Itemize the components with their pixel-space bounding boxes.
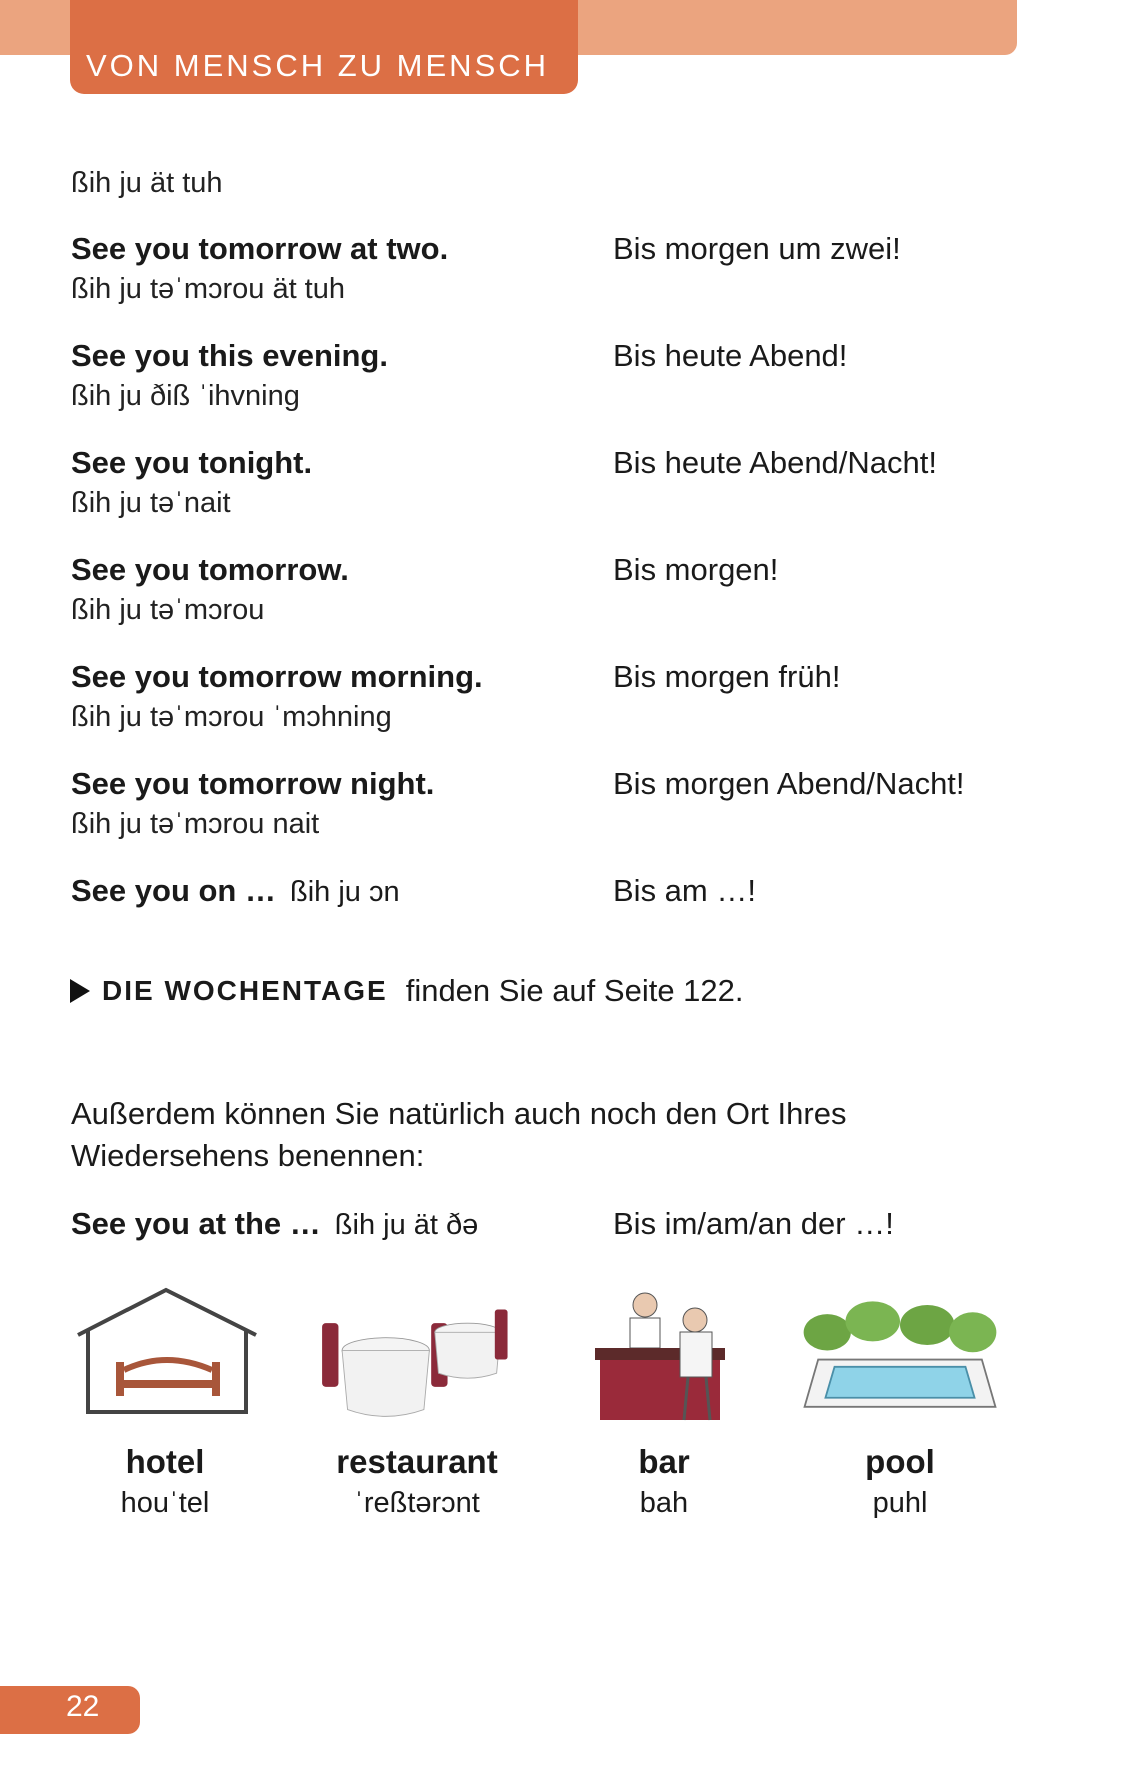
play-arrow-icon — [70, 979, 90, 1003]
place-label: bar — [638, 1443, 690, 1480]
see-you-at-phonetic: ßih ju ät ðə — [334, 1209, 479, 1241]
page-number: 22 — [66, 1690, 100, 1723]
place-label: hotel — [125, 1443, 205, 1480]
place-phonetic: bah — [639, 1487, 689, 1519]
bar-illustration — [580, 1280, 780, 1430]
phrase-phonetic: ßih ju təˈmɔrou ˈmɔhning — [71, 701, 392, 733]
phrase-de: Bis morgen! — [613, 552, 779, 587]
see-you-at-de: Bis im/am/an der …! — [613, 1206, 894, 1241]
see-you-on-en — [71, 873, 400, 909]
phrase-en: See you tomorrow night. — [71, 766, 435, 801]
phrase-en: See you this evening. — [71, 338, 388, 373]
intro-phonetic: ßih ju ät tuh — [71, 167, 223, 199]
phrase-phonetic: ßih ju təˈnait — [71, 487, 231, 519]
phrase-en: See you tonight. — [71, 445, 313, 480]
see-you-on-de: Bis am …! — [613, 873, 756, 908]
see-you-at-en — [71, 1206, 478, 1242]
place-phonetic: houˈtel — [120, 1487, 210, 1519]
see-you-on-label: See you on … — [71, 873, 276, 908]
hotel-illustration — [66, 1280, 266, 1430]
phrase-en: See you tomorrow at two. — [71, 231, 449, 266]
phrase-en: See you tomorrow. — [71, 552, 349, 587]
phrase-de: Bis heute Abend! — [613, 338, 848, 373]
section-title: VON MENSCH ZU MENSCH — [86, 48, 550, 83]
phrase-phonetic: ßih ju ðiß ˈihvning — [71, 380, 300, 412]
phrase-phonetic: ßih ju təˈmɔrou — [71, 594, 265, 626]
pool-illustration — [800, 1280, 1000, 1430]
place-label: pool — [865, 1443, 935, 1480]
phrase-de: Bis morgen Abend/Nacht! — [613, 766, 965, 801]
phrase-en: See you tomorrow morning. — [71, 659, 483, 694]
phrase-phonetic: ßih ju təˈmɔrou nait — [71, 808, 320, 840]
phrase-de: Bis morgen um zwei! — [613, 231, 901, 266]
phrase-de: Bis morgen früh! — [613, 659, 841, 694]
phrase-phonetic: ßih ju təˈmɔrou ät tuh — [71, 273, 345, 305]
reference-text: finden Sie auf Seite 122. — [405, 973, 744, 1008]
see-you-at-label: See you at the … — [71, 1206, 321, 1241]
place-label: restaurant — [336, 1443, 498, 1480]
phrase-de: Bis heute Abend/Nacht! — [613, 445, 938, 480]
cross-reference — [70, 973, 744, 1009]
place-phonetic: puhl — [872, 1487, 928, 1519]
see-you-on-phonetic: ßih ju ɔn — [289, 876, 400, 908]
intro-text: Außerdem können Sie natürlich auch noch den Ort Ihres Wiedersehens benennen: — [71, 1096, 847, 1173]
place-phonetic: ˈreßtərɔnt — [354, 1487, 480, 1519]
restaurant-illustration — [313, 1280, 513, 1430]
reference-title: DIE WOCHENTAGE — [102, 975, 388, 1006]
